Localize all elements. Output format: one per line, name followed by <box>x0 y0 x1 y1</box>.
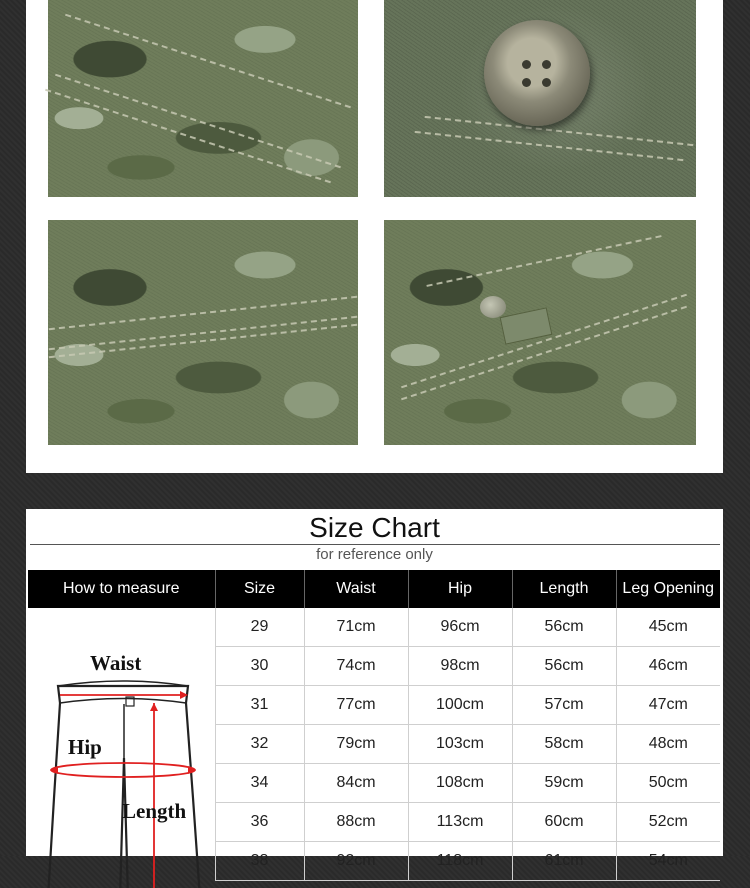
cell-leg-opening: 45cm <box>616 608 720 647</box>
header-length: Length <box>512 570 616 608</box>
table-row <box>28 608 720 647</box>
size-chart-panel <box>26 509 723 869</box>
pants-measure-diagram <box>28 608 215 888</box>
cell-size: 30 <box>215 647 304 686</box>
cell-leg-opening: 47cm <box>616 686 720 725</box>
cell-waist: 88cm <box>304 803 408 842</box>
photo-camo-seam <box>48 0 358 197</box>
cell-length: 56cm <box>512 608 616 647</box>
table-header-row <box>28 570 720 608</box>
photo-stitching-closeup <box>48 220 358 445</box>
cell-size: 31 <box>215 686 304 725</box>
header-waist: Waist <box>304 570 408 608</box>
cell-length: 58cm <box>512 725 616 764</box>
cell-leg-opening: 54cm <box>616 842 720 881</box>
cell-leg-opening: 50cm <box>616 764 720 803</box>
cell-hip: 108cm <box>408 764 512 803</box>
cell-size: 29 <box>215 608 304 647</box>
length-label: Length <box>122 799 187 823</box>
photo-pocket-flap-closeup <box>384 220 696 445</box>
cell-waist: 71cm <box>304 608 408 647</box>
cell-waist: 77cm <box>304 686 408 725</box>
cell-size: 32 <box>215 725 304 764</box>
cell-hip: 98cm <box>408 647 512 686</box>
waistband-bottom <box>60 699 186 704</box>
cell-waist: 79cm <box>304 725 408 764</box>
cell-size: 34 <box>215 764 304 803</box>
cell-length: 60cm <box>512 803 616 842</box>
button-icon <box>484 20 590 126</box>
cell-leg-opening: 48cm <box>616 725 720 764</box>
header-hip: Hip <box>408 570 512 608</box>
cell-leg-opening: 46cm <box>616 647 720 686</box>
cell-length: 61cm <box>512 842 616 881</box>
photo-button-closeup <box>384 0 696 197</box>
size-chart-table <box>28 570 720 881</box>
snap-button-icon <box>480 296 506 318</box>
cell-hip: 100cm <box>408 686 512 725</box>
cell-hip: 96cm <box>408 608 512 647</box>
product-photo-panel <box>26 0 723 473</box>
cell-length: 57cm <box>512 686 616 725</box>
size-chart-title: Size Chart <box>309 512 440 543</box>
header-leg-opening: Leg Opening <box>616 570 720 608</box>
header-size: Size <box>215 570 304 608</box>
cell-size: 38 <box>215 842 304 881</box>
hip-label: Hip <box>68 735 102 759</box>
waist-label: Waist <box>90 651 142 675</box>
cell-leg-opening: 52cm <box>616 803 720 842</box>
cell-waist: 84cm <box>304 764 408 803</box>
cell-waist: 74cm <box>304 647 408 686</box>
length-arrowhead <box>150 703 158 711</box>
size-chart-subtitle: for reference only <box>316 546 433 563</box>
measure-diagram-cell <box>28 608 215 881</box>
cell-waist: 92cm <box>304 842 408 881</box>
cell-length: 59cm <box>512 764 616 803</box>
cell-length: 56cm <box>512 647 616 686</box>
cell-size: 36 <box>215 803 304 842</box>
cell-hip: 113cm <box>408 803 512 842</box>
cell-hip: 103cm <box>408 725 512 764</box>
header-how-to-measure: How to measure <box>28 570 215 608</box>
cell-hip: 118cm <box>408 842 512 881</box>
